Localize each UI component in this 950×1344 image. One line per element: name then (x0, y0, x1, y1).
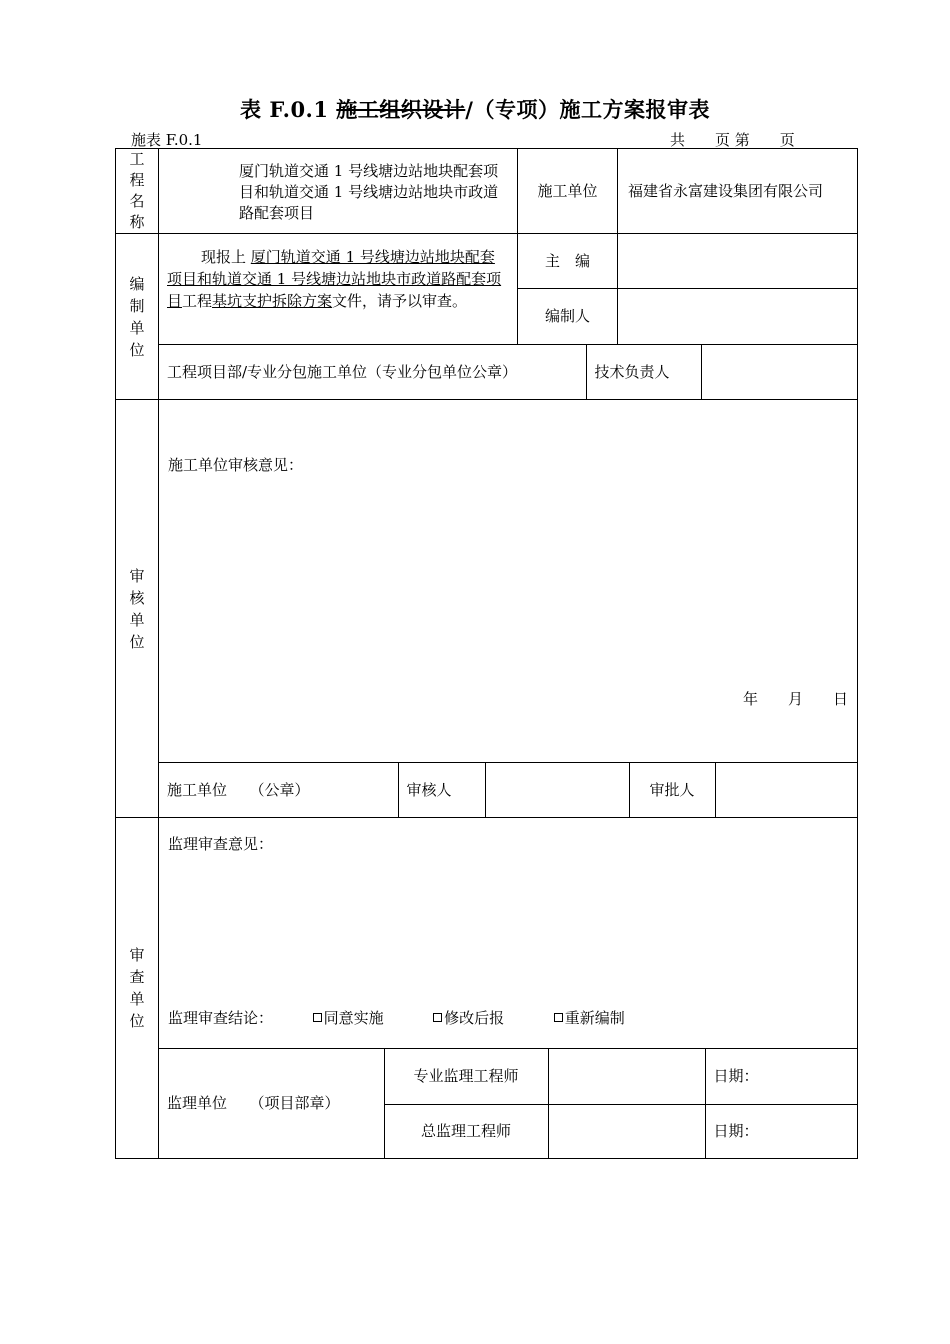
review-opinion-area[interactable] (159, 400, 858, 763)
checkbox-icon[interactable] (313, 1013, 322, 1022)
review-sign-inner (159, 763, 857, 817)
review-unit-label: 施工单位 （公章） (159, 763, 398, 817)
chief-editor-field[interactable] (618, 234, 858, 289)
report-mid: 工程 (182, 292, 213, 310)
option-approve[interactable]: 同意实施 (313, 1009, 384, 1027)
title-prefix: 表 F.0.1 (240, 97, 337, 122)
form-number: 施表 F.0.1 (131, 131, 203, 149)
project-name-value: 厦门轨道交通 1 号线塘边站地块配套项目和轨道交通 1 号线塘边站地块市政道路配套项目 (159, 149, 518, 234)
form-title (0, 94, 950, 124)
chief-engineer-label: 总监理工程师 (384, 1104, 548, 1158)
title-struck-text: 施工组织设计 (336, 97, 466, 122)
option-revise[interactable]: 修改后报 (433, 1009, 504, 1027)
inspect-side-label: 审查单位 (116, 818, 159, 1159)
inspect-sign-row (159, 1049, 858, 1159)
chief-engineer-field[interactable] (548, 1104, 705, 1158)
tech-lead-label: 技术负责人 (586, 345, 701, 399)
reviewer-field[interactable] (485, 763, 629, 817)
option-redo[interactable]: 重新编制 (554, 1009, 625, 1027)
editor-field[interactable] (618, 289, 858, 345)
approver-field[interactable] (715, 763, 857, 817)
compile-side-label: 编制单位 (116, 234, 159, 400)
review-opinion-label: 施工单位审核意见： (168, 456, 304, 474)
report-project-name: 厦门轨道交通 1 号线塘边站地块配套项目和轨道交通 1 号线塘边站地块市政道路配套项目 (167, 248, 502, 310)
title-suffix: /（专项）施工方案报审表 (465, 97, 710, 122)
project-name-label: 工程名称 (116, 149, 159, 234)
report-prefix: 现报上 (201, 248, 247, 266)
reviewer-label: 审核人 (398, 763, 485, 817)
project-dept-label: 工程项目部/专业分包施工单位（专业分包单位公章） (159, 345, 586, 399)
inspect-unit-label: 监理单位 （项目部章） (159, 1049, 384, 1158)
review-side-label: 审核单位 (116, 400, 159, 818)
inspect-conclusion (168, 1008, 625, 1029)
contractor-label: 施工单位 (518, 149, 618, 234)
report-suffix: 文件，请予以审查。 (332, 292, 468, 310)
inspect-opinion-label: 监理审查意见： (168, 835, 274, 853)
review-date-label: 年 月 日 (742, 690, 848, 708)
report-document-name: 基坑支护拆除方案 (212, 292, 333, 310)
report-statement (159, 234, 518, 345)
pro-engineer-field[interactable] (548, 1049, 705, 1104)
tech-lead-row (159, 345, 858, 400)
checkbox-icon[interactable] (554, 1013, 563, 1022)
pro-engineer-label: 专业监理工程师 (384, 1049, 548, 1104)
chief-editor-label: 主 编 (518, 234, 618, 289)
contractor-value: 福建省永富建设集团有限公司 (618, 149, 858, 234)
tech-lead-inner (159, 345, 857, 399)
date1-label[interactable]: 日期： (705, 1049, 857, 1104)
editor-label: 编制人 (518, 289, 618, 345)
approval-form-table (115, 148, 858, 1159)
inspect-sign-inner (159, 1049, 857, 1158)
conclusion-label: 监理审查结论： (168, 1009, 274, 1027)
date2-label[interactable]: 日期： (713, 1121, 759, 1140)
page-count: 共 页 第 页 (670, 131, 795, 149)
checkbox-icon[interactable] (433, 1013, 442, 1022)
review-sign-row (159, 763, 858, 818)
tech-lead-field[interactable] (701, 345, 857, 399)
inspect-opinion-area[interactable] (159, 818, 858, 1049)
approver-label: 审批人 (629, 763, 715, 817)
